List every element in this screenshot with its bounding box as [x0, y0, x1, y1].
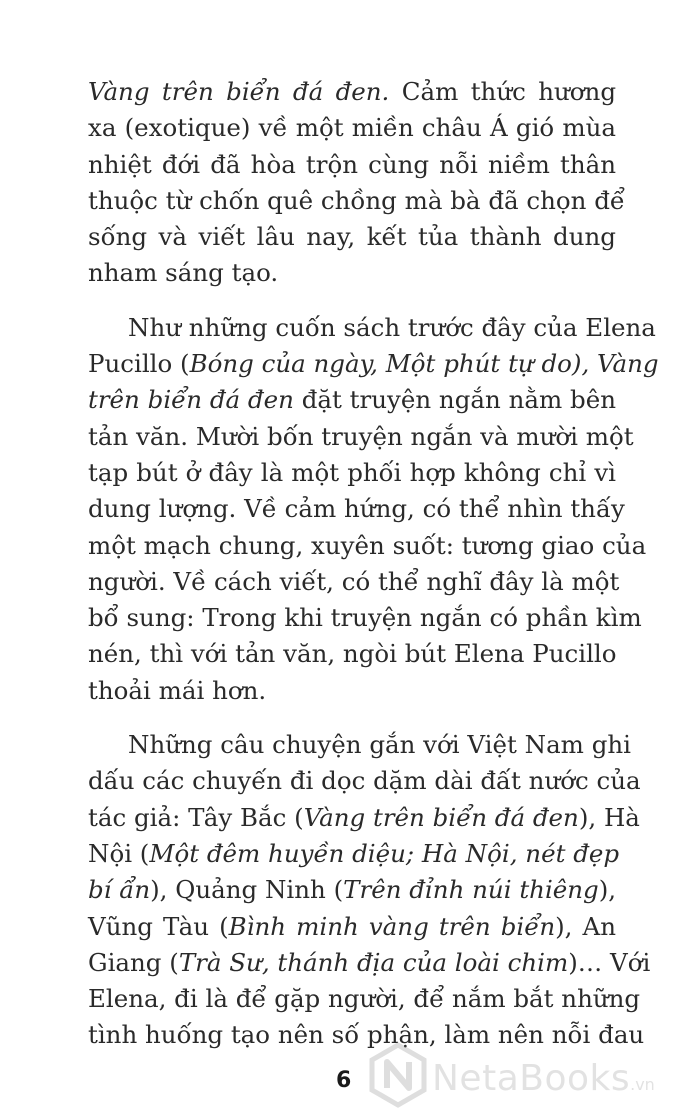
italic-title: Vàng trên biển đá đen.: [88, 77, 390, 106]
text-run: Như những cuốn sách trước đây của Elena: [128, 312, 656, 342]
italic-title: Trên đỉnh núi thiêng: [343, 875, 599, 905]
text-line: [88, 528, 647, 564]
text-run: Vũng Tàu (: [88, 911, 229, 941]
text-run: Elena, đi là để gặp người, để nắm bắt những: [88, 984, 641, 1014]
text-run: xa (exotique) về một miền châu Á gió mùa: [88, 113, 616, 143]
text-run: tác giả: Tây Bắc (: [88, 802, 304, 832]
text-line: [88, 255, 616, 291]
text-line: [88, 800, 640, 836]
netabooks-logo-icon: [368, 1042, 428, 1108]
text-run: Nội (: [88, 838, 150, 868]
text-line: [88, 183, 625, 219]
page-number: 6: [336, 1068, 352, 1093]
page-body: [88, 74, 659, 1054]
text-run: sống và viết lâu nay, kết tủa thành dung: [88, 222, 616, 252]
text-run: nén, thì với tản văn, ngòi bút Elena Pucillo: [88, 639, 617, 669]
text-run: đặt truyện ngắn nằm bên: [293, 385, 616, 415]
text-run: Cảm thức hương: [389, 77, 617, 106]
italic-title: Trà Sư, thánh địa của loài chim: [178, 947, 569, 977]
italic-title: Một đêm huyền diệu; Hà Nội, nét đẹp: [149, 838, 620, 868]
text-line: [88, 872, 616, 908]
text-run: tạp bút ở đây là một phối hợp không chỉ vì: [88, 457, 616, 487]
italic-title: Bình minh vàng trên biển: [228, 911, 556, 941]
text-line: [88, 147, 616, 183]
text-line: [88, 310, 656, 346]
italic-title: Bóng của ngày, Một phút tự do), Vàng: [189, 349, 659, 379]
text-line: [88, 455, 616, 491]
watermark-text: [432, 1058, 655, 1099]
text-run: một mạch chung, xuyên suốt: tương giao của: [88, 530, 647, 560]
paragraph-gap: [88, 709, 616, 727]
text-run: Những câu chuyện gắn với Việt Nam ghi: [128, 730, 631, 760]
text-line: [88, 600, 642, 636]
text-line: [88, 945, 651, 981]
text-run: ), Hà: [578, 802, 640, 832]
text-run: ), Quảng Ninh (: [150, 875, 344, 905]
text-line: [88, 836, 620, 872]
paragraph-3: [88, 727, 651, 1054]
text-line: [88, 219, 616, 255]
text-line: [88, 382, 616, 418]
paragraph-gap: [88, 292, 616, 310]
text-line: [88, 110, 616, 146]
text-run: dung lượng. Về cảm hứng, có thể nhìn thấy: [88, 494, 625, 524]
italic-title: trên biển đá đen: [88, 385, 294, 415]
text-run: )… Với: [568, 947, 651, 977]
paragraph-1: [88, 74, 625, 292]
text-run: ), An: [555, 911, 617, 941]
watermark-suffix: .vn: [630, 1075, 655, 1094]
text-line: [88, 636, 616, 672]
text-line: [88, 763, 641, 799]
text-line: [88, 727, 631, 763]
text-line: [88, 981, 641, 1017]
text-run: thuộc từ chốn quê chồng mà bà đã chọn để: [88, 185, 625, 215]
text-run: Pucillo (: [88, 349, 190, 379]
watermark: [368, 1028, 688, 1116]
text-run: nham sáng tạo.: [88, 258, 279, 288]
text-line: [88, 346, 659, 382]
text-run: tình huống tạo nên số phận, làm nên nỗi đau: [88, 1020, 645, 1050]
text-run: Giang (: [88, 947, 179, 977]
text-run: người. Về cách viết, có thể nghĩ đây là một: [88, 566, 620, 596]
text-line: [88, 74, 616, 110]
text-run: ),: [598, 875, 617, 905]
text-run: dấu các chuyến đi dọc dặm dài đất nước của: [88, 766, 641, 796]
text-line: [88, 491, 625, 527]
text-run: tản văn. Mười bốn truyện ngắn và mười một: [88, 421, 634, 451]
paragraph-2: [88, 310, 659, 709]
text-line: [88, 564, 620, 600]
watermark-brand: NetaBooks: [432, 1058, 631, 1099]
italic-title: Vàng trên biển đá đen: [303, 802, 579, 832]
text-run: nhiệt đới đã hòa trộn cùng nỗi niềm thân: [88, 149, 616, 179]
italic-title: bí ẩn: [88, 875, 151, 905]
text-line: [88, 909, 616, 945]
text-run: thoải mái hơn.: [88, 675, 267, 705]
text-line: [88, 673, 616, 709]
text-line: [88, 419, 634, 455]
text-run: bổ sung: Trong khi truyện ngắn có phần kìm: [88, 603, 642, 633]
